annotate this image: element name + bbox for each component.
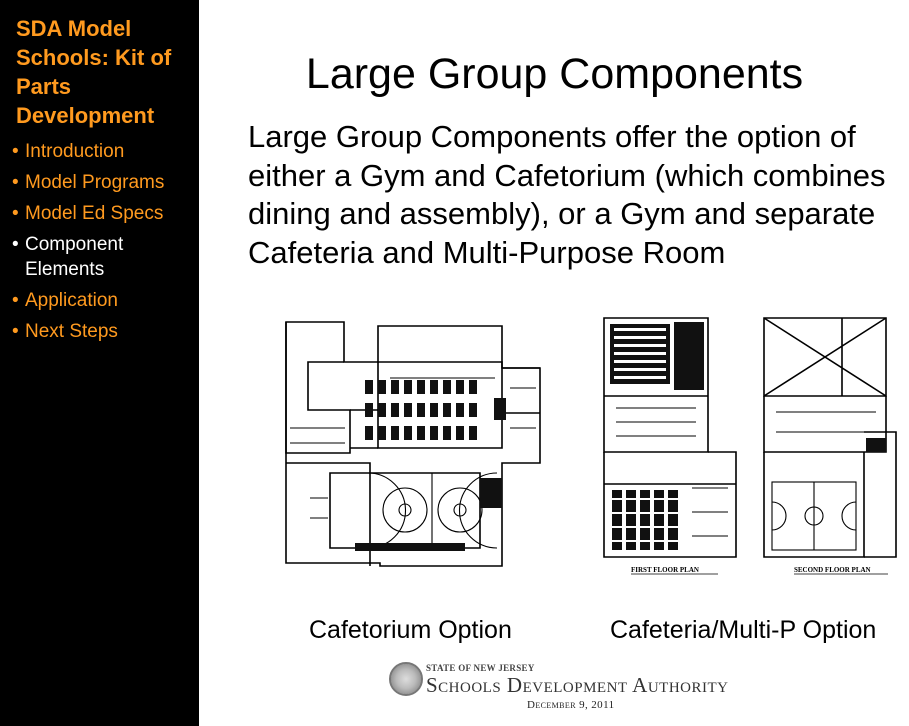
slide-title: Large Group Components [305,50,804,98]
second-floor-plan-label: SECOND FLOOR PLAN [794,566,871,574]
nav-item-model-ed-specs[interactable] [12,201,164,226]
cafeteria-multipurpose-floor-plans [596,312,900,575]
slide-body-text: Large Group Components offer the option of either a Gym and Cafetorium (which combines dining and assembly), or a Gym and separate Cafeteria and Multi-Purpose Room [248,119,886,270]
nav-item-label: Component Elements [25,234,124,280]
footer-organization: Schools Development Authority [426,673,729,697]
nav-bullet: • [12,172,19,193]
nav-item-label: Introduction [25,141,125,162]
nav-bullet: • [12,141,19,162]
sidebar [0,0,199,726]
first-floor-plan-label: FIRST FLOOR PLAN [631,566,699,574]
caption-cafetorium-option: Cafetorium Option [309,616,512,644]
nav-item-label: Model Ed Specs [25,203,164,224]
nav-bullet: • [12,321,19,342]
nav-item-model-programs[interactable] [12,170,164,195]
cafetorium-floor-plan [270,298,545,573]
nav-item-next-steps[interactable] [12,319,164,344]
nav-item-label: Next Steps [25,321,118,342]
nav-item-application[interactable] [12,288,164,313]
nav-bullet: • [12,234,19,255]
footer-state-label: STATE OF NEW JERSEY [426,663,535,673]
nav-item-introduction[interactable] [12,139,164,164]
caption-cafeteria-multi-p-option: Cafeteria/Multi-P Option [610,616,877,644]
sidebar-title: SDA Model Schools: Kit of Parts Development [16,16,172,128]
nav-item-component-elements[interactable] [12,232,164,282]
footer-date: December 9, 2011 [527,699,615,711]
sidebar-nav [12,139,164,350]
nav-bullet: • [12,203,19,224]
nav-item-label: Model Programs [25,172,165,193]
nav-bullet: • [12,290,19,311]
nav-item-label: Application [25,290,118,311]
state-seal-icon [389,662,423,696]
